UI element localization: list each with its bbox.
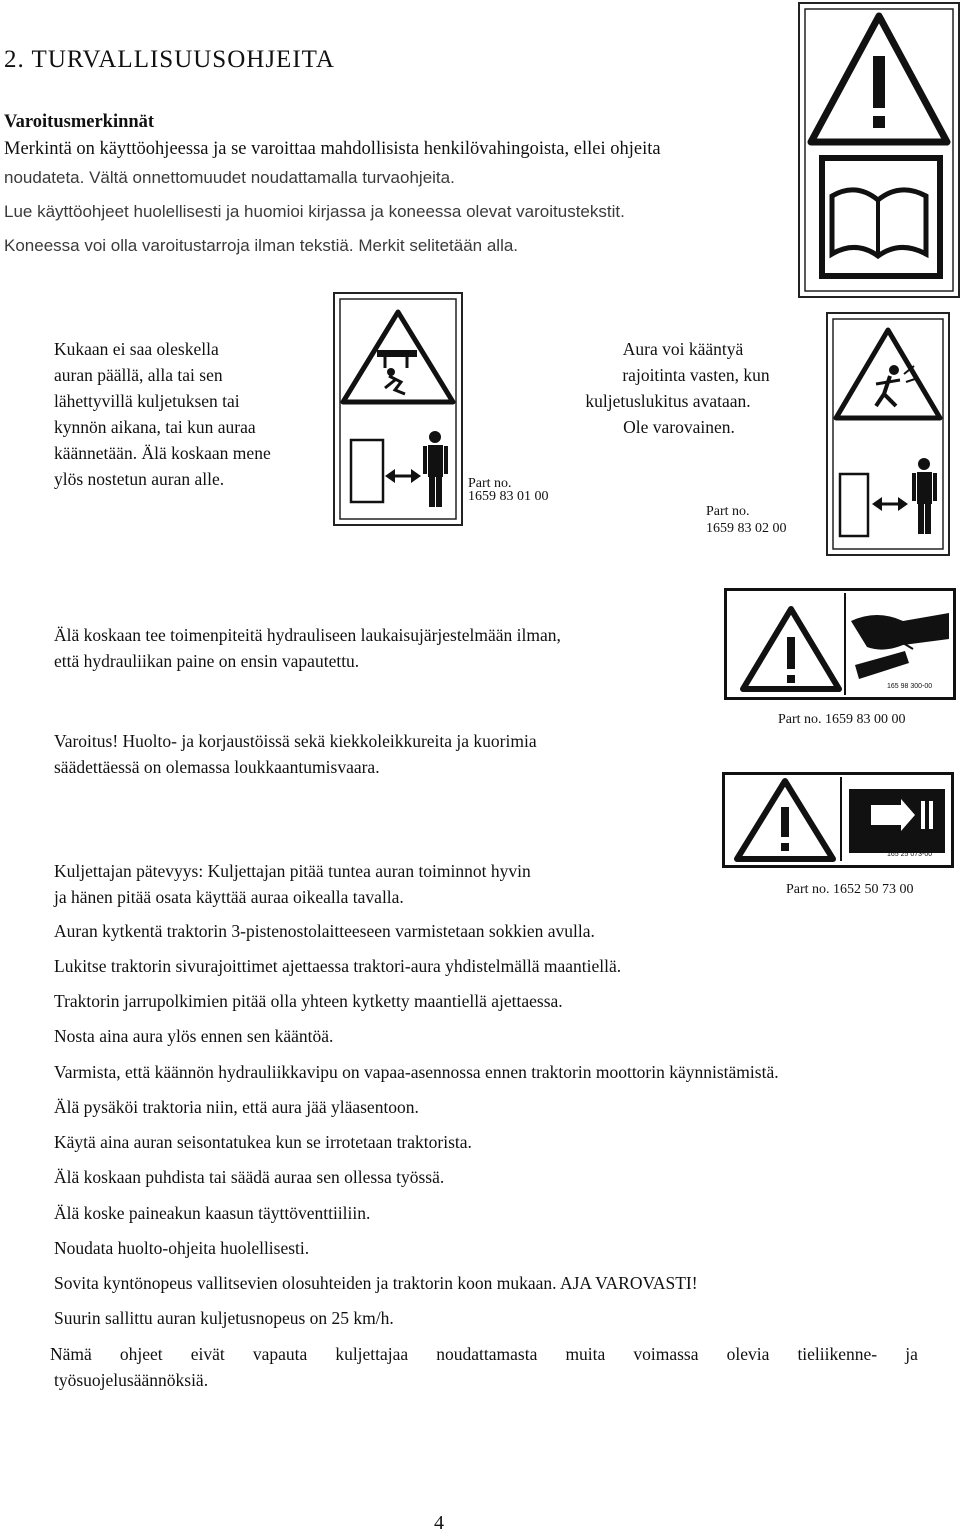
warning3-part: Part no. 1659 83 00 00: [778, 712, 906, 727]
final-rule-word: kuljettajaa: [335, 1344, 409, 1364]
hydraulic-decal: [724, 588, 956, 700]
list-item: [0, 1062, 960, 1090]
final-rule-word: ohjeet: [119, 1344, 163, 1364]
pivot-hazard-icon: [828, 314, 948, 554]
list-item: [0, 956, 960, 984]
entanglement-decal: [722, 772, 954, 868]
rule-text: Suurin sallittu auran kuljetusnopeus on 25 km/h.: [54, 1308, 394, 1328]
entanglement-decal-code: 165 25 073-00: [887, 851, 933, 858]
warning4-line-1: Varoitus! Huolto- ja korjaustöissä sekä kiekkoleikkureita ja kuorimia: [54, 731, 537, 751]
rule-text: Varmista, että käännön hydrauliikkavipu on vapaa-asennossa ennen traktorin moottorin käynnistämistä.: [54, 1062, 779, 1082]
list-item: [0, 1132, 960, 1160]
rule-text: Älä pysäköi traktoria niin, että aura jää yläasentoon.: [54, 1097, 419, 1117]
final-rule-word: olevia: [726, 1344, 770, 1364]
crush-hazard-icon: [335, 294, 461, 524]
list-item: [0, 1167, 960, 1195]
warning1-part-label: Part no.: [468, 476, 512, 491]
warning2-line: rajoitinta vasten, kun: [622, 365, 770, 385]
warning2-part-label: Part no.: [706, 504, 750, 519]
list-item: [0, 991, 960, 1019]
read-manual-decal: [798, 2, 960, 298]
crush-hazard-decal: [333, 292, 463, 526]
warning3-line-1: Älä koskaan tee toimenpiteitä hydrauliseen laukaisujärjestelmään ilman,: [54, 625, 561, 645]
intro-line-1: Merkintä on käyttöohjeessa ja se varoittaa mahdollisista henkilövahingoista, ellei ohjeita: [4, 139, 661, 159]
warning5-line-1: Kuljettajan pätevyys: Kuljettajan pitää tuntea auran toiminnot hyvin: [54, 861, 531, 881]
final-rule-line-1: [50, 1344, 918, 1365]
warning5-part: Part no. 1652 50 73 00: [786, 882, 914, 897]
warning1-part-number: 1659 83 01 00: [468, 489, 549, 504]
list-item: [0, 1097, 960, 1125]
warning-read-manual-icon: [800, 4, 958, 296]
subheading: Varoitusmerkinnät: [4, 112, 155, 132]
warning1-line: auran päällä, alla tai sen: [54, 365, 223, 385]
intro-line-3: Lue käyttöohjeet huolellisesti ja huomioi kirjassa ja koneessa olevat varoitustekstit.: [4, 202, 625, 221]
warning4-line-2: säädettäessä on olemassa loukkaantumisvaara.: [54, 757, 380, 777]
intro-line-4: Koneessa voi olla varoitustarroja ilman tekstiä. Merkit selitetään alla.: [4, 236, 519, 255]
final-rule-word: noudattamasta: [436, 1344, 538, 1364]
final-rule-word: vapauta: [252, 1344, 308, 1364]
rule-text: Sovita kyntönopeus vallitsevien olosuhteiden ja traktorin koon mukaan. AJA VAROVASTI!: [54, 1273, 698, 1293]
warning1-line: kynnön aikana, tai kun auraa: [54, 417, 256, 437]
page-number: 4: [434, 1512, 444, 1534]
list-item: [0, 1026, 960, 1054]
list-item: [0, 1308, 960, 1336]
rule-text: Auran kytkentä traktorin 3-pistenostolaitteeseen varmistetaan sokkien avulla.: [54, 921, 595, 941]
final-rule-word: Nämä: [50, 1344, 92, 1364]
final-rule-word: eivät: [190, 1344, 225, 1364]
pivot-hazard-decal: [826, 312, 950, 556]
warning1-line: lähettyvillä kuljetuksen tai: [54, 391, 240, 411]
warning1-line: käännetään. Älä koskaan mene: [54, 443, 271, 463]
list-item: [0, 921, 960, 949]
warning2-line: kuljetuslukitus avataan.: [585, 391, 751, 411]
list-item: [0, 1238, 960, 1266]
final-rule-word: ja: [905, 1344, 918, 1364]
rule-text: Lukitse traktorin sivurajoittimet ajettaessa traktori-aura yhdistelmällä maantiellä.: [54, 956, 622, 976]
list-item: [0, 1203, 960, 1231]
final-rule-word: voimassa: [633, 1344, 699, 1364]
page-heading: 2. TURVALLISUUSOHJEITA: [4, 46, 335, 73]
rule-text: Noudata huolto-ohjeita huolellisesti.: [54, 1238, 310, 1258]
intro-line-2: noudateta. Vältä onnettomuudet noudattamalla turvaohjeita.: [4, 168, 455, 187]
warning1-line: Kukaan ei saa oleskella: [54, 339, 219, 359]
rule-text: Traktorin jarrupolkimien pitää olla yhteen kytketty maantiellä ajettaessa.: [54, 991, 563, 1011]
list-item: [0, 1273, 960, 1301]
warning2-part-number: 1659 83 02 00: [706, 521, 787, 536]
warning5-line-2: ja hänen pitää osata käyttää auraa oikealla tavalla.: [54, 887, 404, 907]
rule-text: Käytä aina auran seisontatukea kun se irrotetaan traktorista.: [54, 1132, 472, 1152]
warning2-line: Ole varovainen.: [623, 417, 735, 437]
hydraulic-injection-icon: [727, 591, 953, 697]
rule-text: Älä koske paineakun kaasun täyttöventtiiliin.: [54, 1203, 371, 1223]
warning1-line: ylös nostetun auran alle.: [54, 469, 225, 489]
final-rule-line-2: työsuojelusäännöksiä.: [54, 1370, 209, 1390]
warning2-block: [548, 336, 788, 440]
final-rule-word: tieliikenne-: [797, 1344, 878, 1364]
final-rule-word: muita: [565, 1344, 606, 1364]
rule-text: Älä koskaan puhdista tai säädä auraa sen ollessa työssä.: [54, 1167, 445, 1187]
warning3-line-2: että hydrauliikan paine on ensin vapautettu.: [54, 651, 360, 671]
warning2-line: Aura voi kääntyä: [622, 339, 744, 359]
hydraulic-decal-code: 165 98 300-00: [887, 683, 933, 690]
rule-text: Nosta aina aura ylös ennen sen kääntöä.: [54, 1026, 334, 1046]
